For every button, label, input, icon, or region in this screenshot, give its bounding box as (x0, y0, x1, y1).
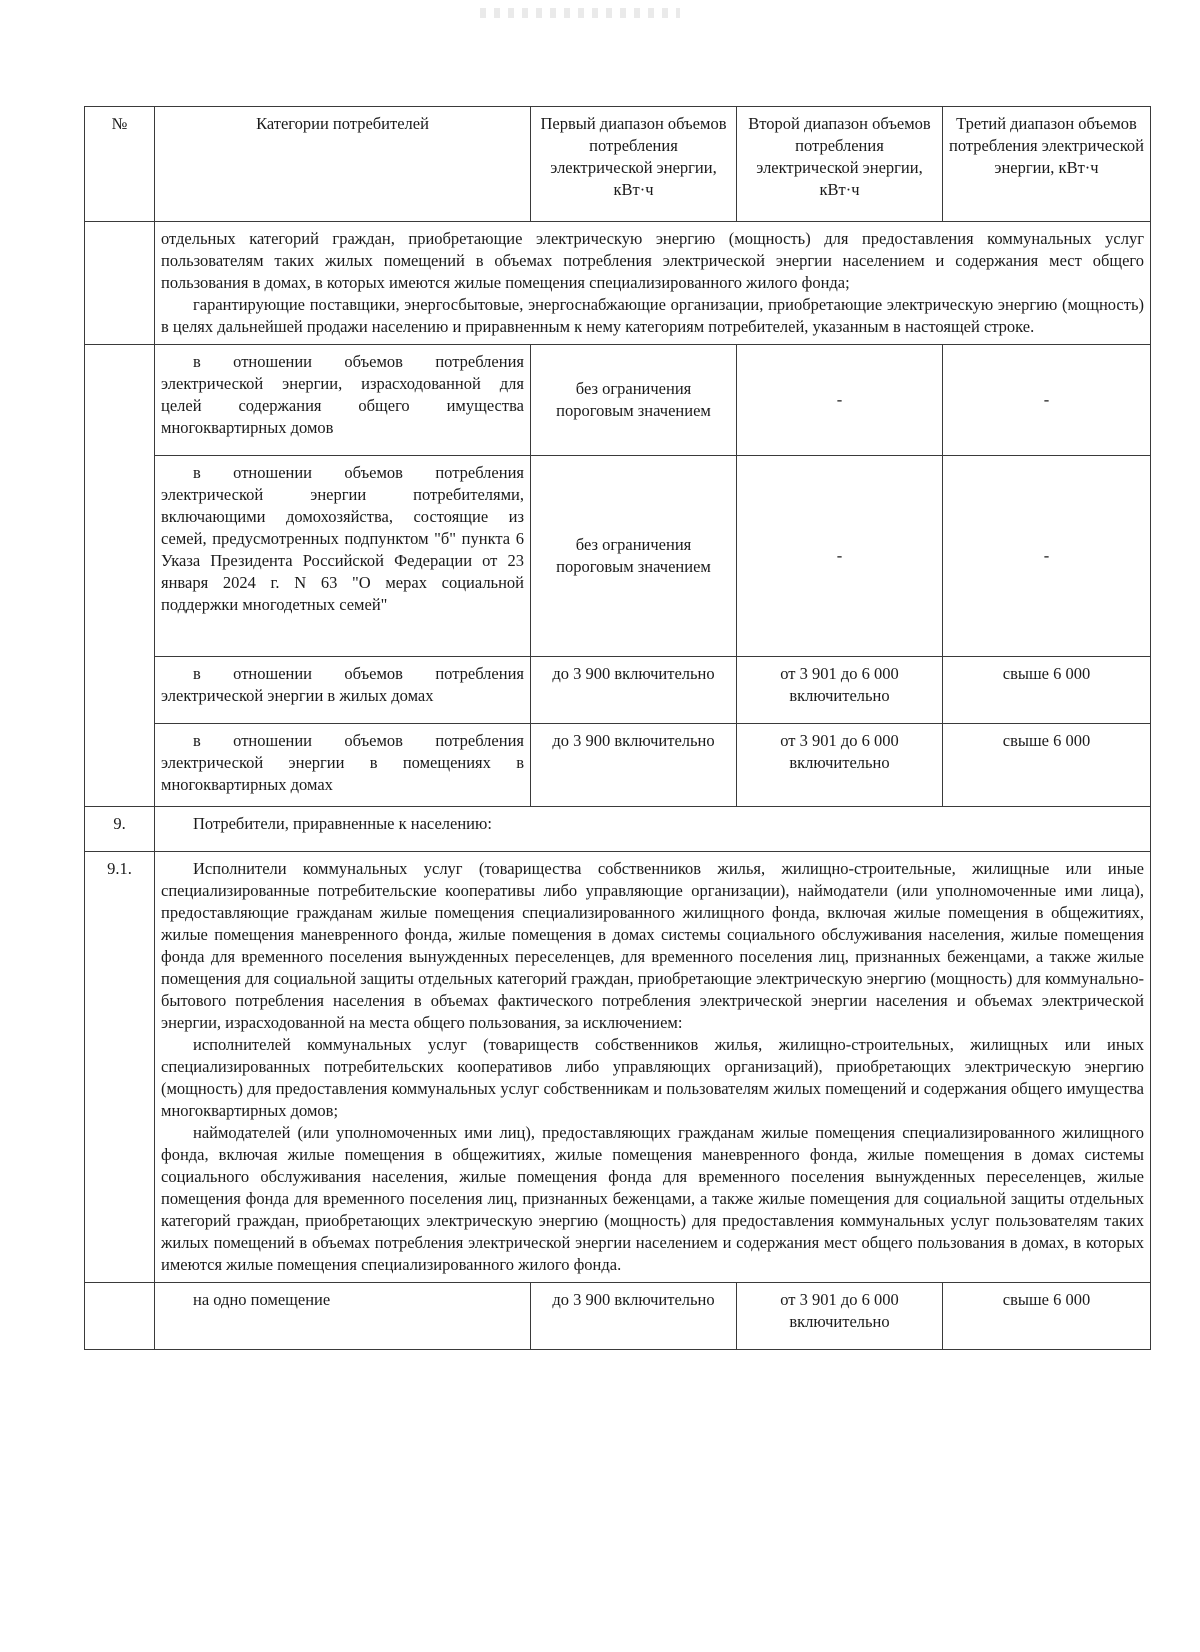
scan-mark (480, 8, 680, 18)
section-9-1-row (85, 852, 1151, 1283)
row-range-2: от 3 901 до 6 000 включительно (737, 657, 943, 724)
section-9-num: 9. (85, 807, 155, 852)
continuation-row (85, 222, 1151, 345)
row-category: в отношении объемов потребления электрической энергии в жилых домах (155, 657, 531, 724)
row-category: на одно помещение (155, 1283, 531, 1350)
row-range-1: до 3 900 включительно (531, 724, 737, 807)
tariff-ranges-table (84, 106, 1151, 1350)
section-9-1-num: 9.1. (85, 852, 155, 1283)
header-range-2: Второй диапазон объемов потребления электрической энергии, кВт·ч (737, 107, 943, 222)
table-row (85, 456, 1151, 657)
header-range-1: Первый диапазон объемов потребления электрической энергии, кВт·ч (531, 107, 737, 222)
row-range-3: свыше 6 000 (943, 657, 1151, 724)
table-row (85, 724, 1151, 807)
row-range-1: без ограничения пороговым значением (531, 456, 737, 657)
row-range-1: до 3 900 включительно (531, 657, 737, 724)
row-range-1: до 3 900 включительно (531, 1283, 737, 1350)
table-row (85, 657, 1151, 724)
section-9-title: Потребители, приравненные к населению: (155, 807, 1151, 852)
row-range-3: - (943, 456, 1151, 657)
row-range-3: - (943, 345, 1151, 456)
row-range-2: от 3 901 до 6 000 включительно (737, 724, 943, 807)
section-9-1-text (155, 852, 1151, 1283)
continuation-num (85, 222, 155, 345)
row-range-3: свыше 6 000 (943, 724, 1151, 807)
section-9-1-paragraph-3: наймодателей (или уполномоченных ими лиц), предоставляющих гражданам жилые помещения специализированного жилищного фонда, включая жилые помещения в общежитиях, жилые помещения маневренного фонда, жилые помещения в домах системы социального обслуживания населения, жилые помещения фонда для временного поселения вынужденных переселенцев, жилые помещения фонда для временного поселения лиц, признанных беженцами, а также жилые помещения для социальной защиты отдельных категорий граждан, приобретающих электрическую энергию (мощность) для предоставления коммунальных услуг пользователям таких жилых помещений в объемах потребления электрической энергии населением и содержания мест общего пользования в домах, в которых имеются жилые помещения специализированного жилого фонда. (161, 1123, 1144, 1274)
row-num (85, 345, 155, 807)
row-range-2: - (737, 456, 943, 657)
row-num (85, 1283, 155, 1350)
row-range-3: свыше 6 000 (943, 1283, 1151, 1350)
header-num: № (85, 107, 155, 222)
header-range-3: Третий диапазон объемов потребления электрической энергии, кВт·ч (943, 107, 1151, 222)
row-range-2: - (737, 345, 943, 456)
continuation-text (155, 222, 1151, 345)
row-category: в отношении объемов потребления электрической энергии потребителями, включающими домохозяйства, состоящие из семей, предусмотренных подпунктом "б" пункта 6 Указа Президента Российской Федерации от 23 января 2024 г. N 63 "О мерах социальной поддержки многодетных семей" (155, 456, 531, 657)
table-header-row (85, 107, 1151, 222)
row-range-2: от 3 901 до 6 000 включительно (737, 1283, 943, 1350)
continuation-paragraph-1: отдельных категорий граждан, приобретающие электрическую энергию (мощность) для предоставления коммунальных услуг пользователям таких жилых помещений в объемах потребления электрической энергии населением и содержания мест общего пользования в домах, в которых имеются жилые помещения специализированного жилого фонда; (161, 229, 1144, 292)
continuation-paragraph-2: гарантирующие поставщики, энергосбытовые, энергоснабжающие организации, приобретающие электрическую энергию (мощность) в целях дальнейшей продажи населению и приравненным к нему категориям потребителей, указанным в настоящей строке. (161, 295, 1144, 336)
section-9-1-paragraph-2: исполнителей коммунальных услуг (товариществ собственников жилья, жилищно-строительных, жилищных или иных специализированных потребительских кооперативов либо управляющих организаций), приобретающих электрическую энергию (мощность) для предоставления коммунальных услуг собственникам и пользователям жилых помещений и содержания общего имущества многоквартирных домов; (161, 1035, 1144, 1120)
row-category: в отношении объемов потребления электрической энергии в помещениях в многоквартирных домах (155, 724, 531, 807)
header-category: Категории потребителей (155, 107, 531, 222)
table-row (85, 345, 1151, 456)
table-row (85, 1283, 1151, 1350)
row-range-1: без ограничения пороговым значением (531, 345, 737, 456)
section-9-row (85, 807, 1151, 852)
section-9-1-paragraph-1: Исполнители коммунальных услуг (товарищества собственников жилья, жилищно-строительные, жилищные или иные специализированные потребительские кооперативы либо управляющие организации), наймодатели (или уполномоченные ими лица), предоставляющие гражданам жилые помещения специализированного жилищного фонда, включая жилые помещения в общежитиях, жилые помещения маневренного фонда, жилые помещения в домах системы социального обслуживания населения, жилые помещения фонда для временного поселения вынужденных переселенцев, для временного поселения лиц, признанных беженцами, а также жилые помещения для социальной защиты отдельных категорий граждан, приобретающие электрическую энергию (мощность) для коммунально-бытового потребления населения в объемах фактического потребления электрической энергии населения и объемах электрической энергии, израсходованной на места общего пользования, за исключением: (161, 859, 1144, 1032)
row-category: в отношении объемов потребления электрической энергии, израсходованной для целей содержания общего имущества многоквартирных домов (155, 345, 531, 456)
